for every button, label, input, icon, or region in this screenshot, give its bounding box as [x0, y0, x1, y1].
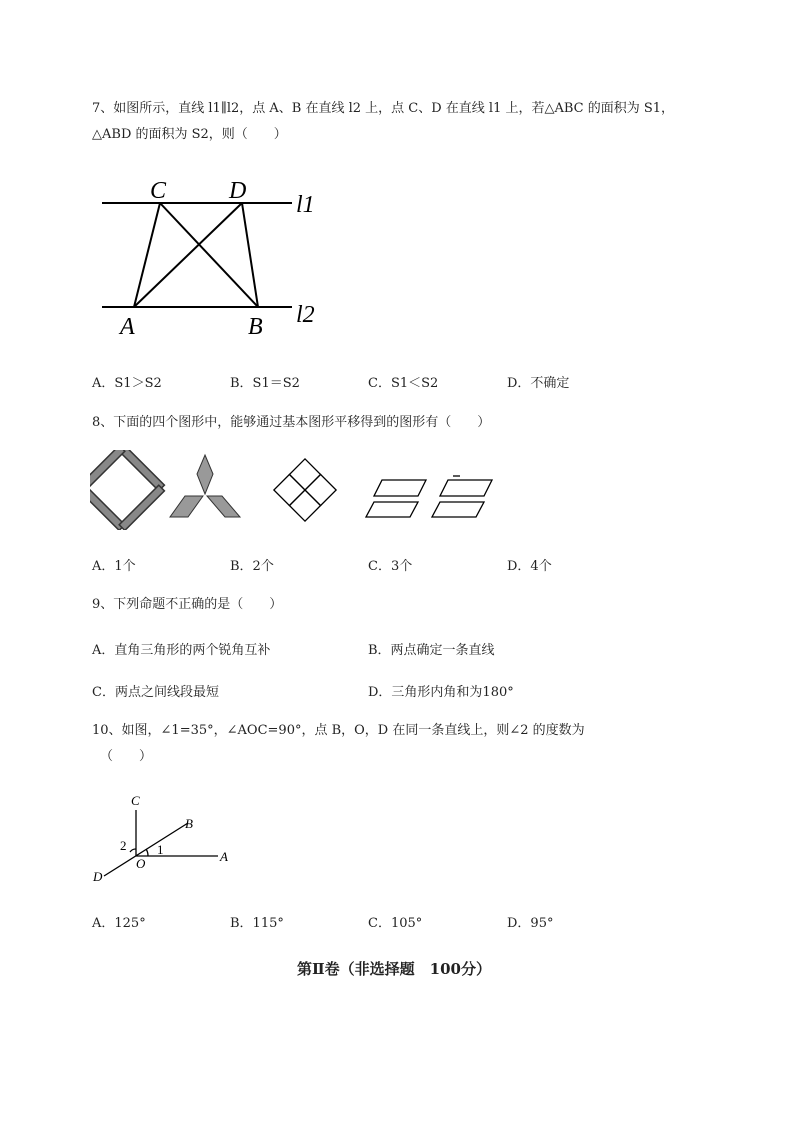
q7-text-line2: △ABD 的面积为 S2，则（ ）: [92, 127, 287, 142]
q9-option-c[interactable]: C．两点之间线段最短: [92, 685, 219, 700]
q8-figure-1: [90, 450, 167, 530]
q10-option-c[interactable]: C．105°: [368, 916, 423, 931]
label-angle-2: 2: [120, 838, 127, 853]
q7-option-c[interactable]: C．S1＜S2: [368, 376, 439, 391]
q10-option-a[interactable]: A．125°: [92, 916, 146, 931]
label-d: D: [93, 869, 103, 884]
q7-option-b[interactable]: B．S1＝S2: [230, 376, 300, 391]
label-a: A: [120, 314, 135, 340]
q9-option-b[interactable]: B．两点确定一条直线: [368, 643, 495, 658]
q9-text: 9、下列命题不正确的是（ ）: [92, 597, 283, 612]
q7-option-a[interactable]: A．S1＞S2: [92, 376, 162, 391]
q8-option-c[interactable]: C．3个: [368, 559, 413, 574]
q8-option-b[interactable]: B．2个: [230, 559, 274, 574]
label-angle-1: 1: [157, 842, 164, 857]
q9-option-d[interactable]: D．三角形内角和为180°: [368, 685, 514, 700]
section-title: 第Ⅱ卷（非选择题 100分）: [297, 960, 491, 978]
q8-figure-4: [366, 476, 492, 517]
segment-cb: [160, 203, 258, 307]
label-o: O: [136, 856, 146, 871]
label-b: B: [248, 314, 263, 340]
segment-da: [134, 203, 242, 307]
label-c: C: [131, 793, 140, 808]
q10-text-line1: 10、如图，∠1=35°，∠AOC=90°，点 B，O，D 在同一条直线上，则∠2 的度数为: [92, 723, 585, 738]
q8-option-a[interactable]: A．1个: [92, 559, 136, 574]
label-b: B: [185, 816, 193, 831]
label-l2: l2: [296, 302, 315, 328]
q8-option-d[interactable]: D．4个: [507, 559, 552, 574]
label-a: A: [220, 849, 228, 864]
q7-option-d[interactable]: D．不确定: [507, 376, 570, 391]
q10-figure: [90, 790, 240, 890]
q10-text-line2: （ ）: [100, 749, 153, 764]
label-l1: l1: [296, 192, 315, 218]
q7-figure: [96, 172, 336, 342]
segment-ca: [134, 203, 160, 307]
q10-option-b[interactable]: B．115°: [230, 916, 284, 931]
q10-option-d[interactable]: D．95°: [507, 916, 554, 931]
label-c: C: [150, 178, 167, 204]
angle-1-arc: [146, 849, 148, 856]
angle-2-arc: [130, 849, 136, 852]
q7-text-line1: 7、如图所示，直线 l1∥l2，点 A、B 在直线 l2 上，点 C、D 在直线 l1 上，若△ABC 的面积为 S1，: [92, 101, 675, 116]
q8-figures: [90, 450, 500, 530]
q8-figure-2: [170, 455, 240, 517]
q9-option-a[interactable]: A．直角三角形的两个锐角互补: [92, 643, 271, 658]
q8-text: 8、下面的四个图形中，能够通过基本图形平移得到的图形有（ ）: [92, 415, 491, 430]
label-d: D: [229, 178, 247, 204]
q8-figure-3: [274, 459, 336, 521]
